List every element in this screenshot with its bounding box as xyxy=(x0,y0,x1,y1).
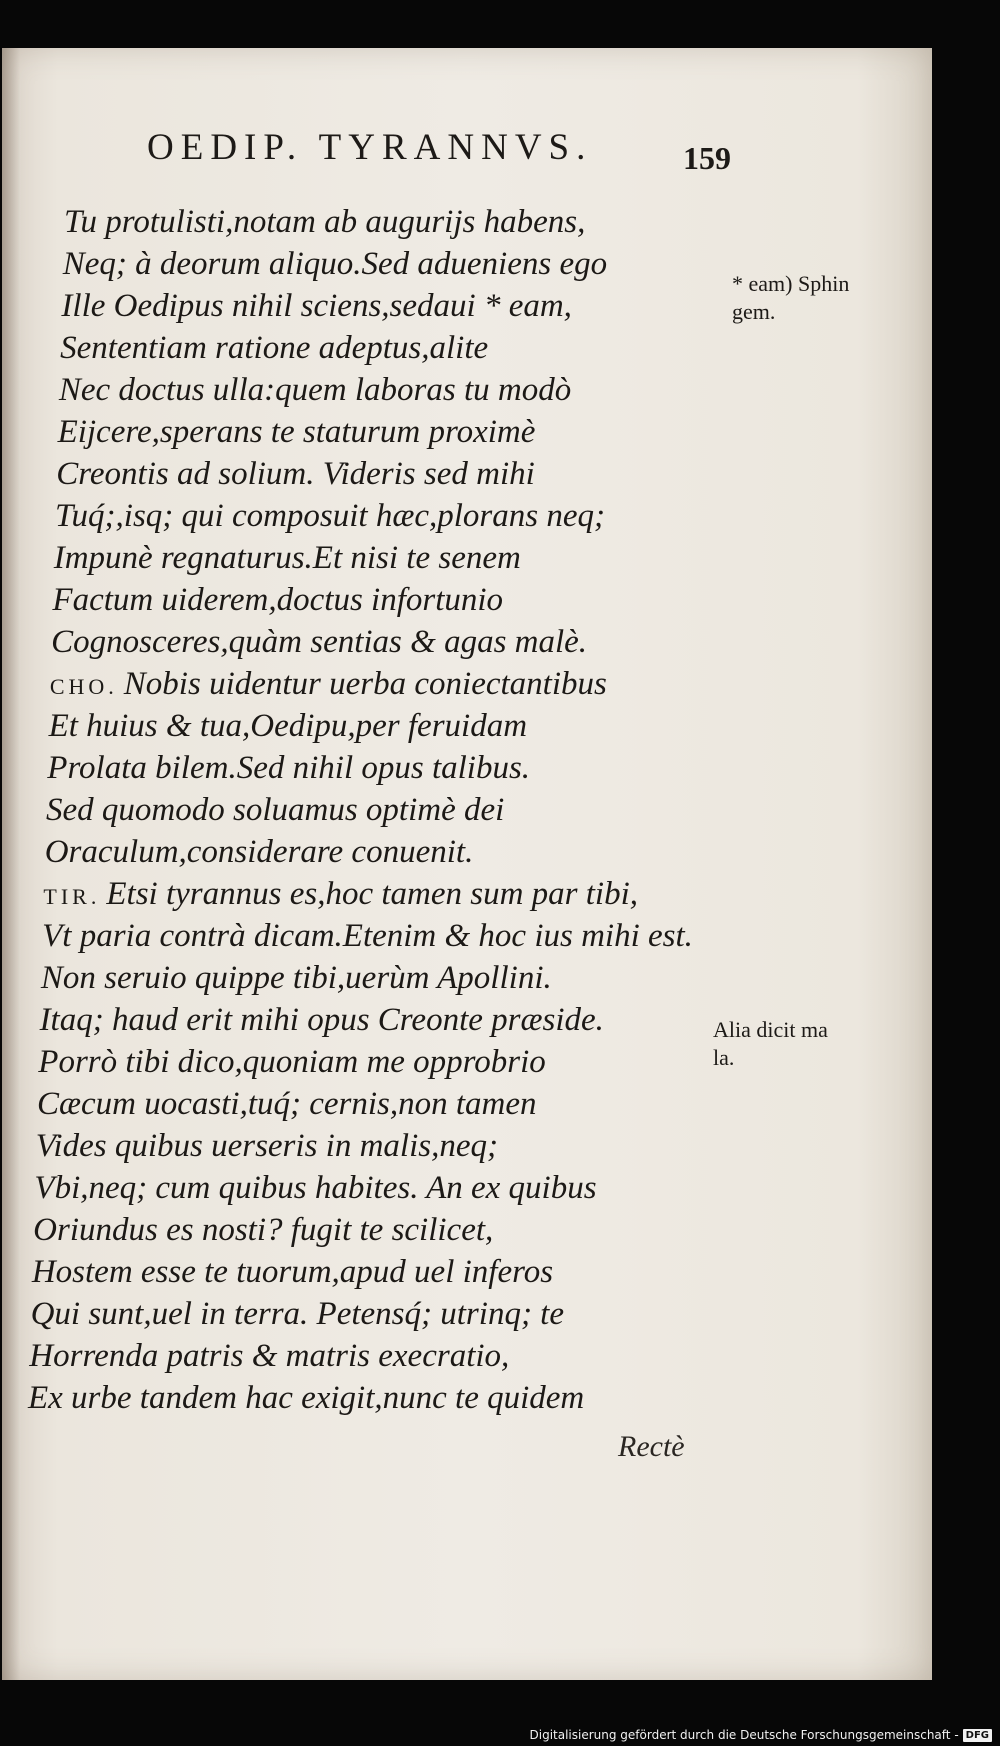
verse-text: Ille Oedipus nihil sciens,sedaui * eam, xyxy=(61,288,572,324)
verse-line xyxy=(32,1256,553,1289)
verse-line xyxy=(59,374,571,407)
verse-line xyxy=(45,836,474,869)
verse-text: Neq; à deorum aliquo.Sed adueniens ego xyxy=(62,246,608,282)
credit-text: Digitalisierung gefördert durch die Deutsche Forschungsgemeinschaft - xyxy=(529,1728,959,1742)
verse-text: Etsi tyrannus es,hoc tamen sum par tibi, xyxy=(106,876,639,912)
verse-line xyxy=(52,584,503,617)
verse-text: Oraculum,considerare conuenit. xyxy=(44,834,474,870)
book-page xyxy=(2,48,932,1680)
verse-text: Horrenda patris & matris execratio, xyxy=(29,1338,510,1374)
verse-line xyxy=(51,626,587,659)
verse-line xyxy=(31,1298,564,1331)
verse-text: Vbi,neq; cum quibus habites. An ex quibus xyxy=(34,1170,597,1206)
catchword: Rectè xyxy=(618,1430,685,1463)
verse-text: Tuq́;,isq; qui composuit hæc,plorans neq; xyxy=(55,498,605,534)
verse-line xyxy=(40,1004,604,1037)
verse-text: Vt paria contrà dicam.Etenim & hoc ius mihi est. xyxy=(42,918,693,954)
verse-text: Impunè regnaturus.Et nisi te senem xyxy=(53,540,521,576)
verse-text: Ex urbe tandem hac exigit,nunc te quidem xyxy=(28,1380,585,1416)
speaker-label: TIR. xyxy=(43,884,101,909)
verse-line xyxy=(29,1340,509,1373)
verse-line xyxy=(64,206,585,239)
verse-line xyxy=(34,1172,596,1205)
verse-text: Porrò tibi dico,quoniam me opprobrio xyxy=(38,1044,546,1080)
marginal-note-line: * eam) Sphin xyxy=(732,271,850,296)
verse-line xyxy=(46,794,504,827)
verse-line xyxy=(37,1088,537,1121)
verse-text: Prolata bilem.Sed nihil opus talibus. xyxy=(47,750,531,786)
page-number: 159 xyxy=(683,140,731,176)
marginal-note xyxy=(732,270,849,326)
verse-line xyxy=(33,1214,493,1247)
marginal-note-line: gem. xyxy=(732,299,776,324)
verse-text: Cognosceres,quàm sentias & agas malè. xyxy=(51,624,588,660)
verse-text: Et huius & tua,Oedipu,per feruidam xyxy=(48,708,528,744)
verse-text: Sed quomodo soluamus optimè dei xyxy=(46,792,505,828)
verse-line xyxy=(54,542,521,575)
verse-text: Nobis uidentur uerba coniectantibus xyxy=(123,666,607,702)
verse-line xyxy=(60,332,488,365)
verse-text: Qui sunt,uel in terra. Petensq́; utrinq; te xyxy=(30,1296,564,1332)
verse-text: Nec doctus ulla:quem laboras tu modò xyxy=(58,372,572,408)
verse-text: Oriundus es nosti? fugit te scilicet, xyxy=(33,1212,494,1248)
dfg-logo: DFG xyxy=(963,1729,992,1742)
verse-line xyxy=(58,416,536,449)
speaker-label: CHO. xyxy=(49,674,118,699)
verse-line xyxy=(56,458,535,491)
verse-line xyxy=(47,752,530,785)
verse-line xyxy=(42,920,693,953)
verse-text: Hostem esse te tuorum,apud uel inferos xyxy=(31,1254,554,1290)
verse-text: Factum uiderem,doctus infortunio xyxy=(52,582,504,618)
verse-line xyxy=(49,710,527,743)
marginal-note xyxy=(713,1016,828,1072)
verse-line xyxy=(28,1382,584,1415)
marginal-note-line: Alia dicit ma xyxy=(713,1017,828,1042)
verse-text: Vides quibus uerseris in malis,neq; xyxy=(35,1128,498,1164)
verse-line xyxy=(61,290,572,323)
verse-line xyxy=(41,962,552,995)
verse-line xyxy=(50,668,607,701)
verse-text: Creontis ad solium. Videris sed mihi xyxy=(56,456,535,492)
verse-text: Cæcum uocasti,tuq́; cernis,non tamen xyxy=(37,1086,537,1122)
verse-text: Non seruio quippe tibi,uerùm Apollini. xyxy=(40,960,552,996)
verse-text: Itaq; haud erit mihi opus Creonte præside. xyxy=(39,1002,604,1038)
verse-line xyxy=(43,878,638,911)
verse-line xyxy=(36,1130,498,1163)
digitization-credit xyxy=(530,1728,993,1742)
verse-text: Tu protulisti,notam ab augurijs habens, xyxy=(64,204,586,240)
marginal-note-line: la. xyxy=(713,1045,735,1070)
verse-text: Sententiam ratione adeptus,alite xyxy=(60,330,489,366)
verse-line xyxy=(63,248,607,281)
verse-line xyxy=(38,1046,546,1079)
running-title: OEDIP. TYRANNVS. xyxy=(147,127,593,168)
verse-line xyxy=(55,500,605,533)
verse-text: Eijcere,sperans te staturum proximè xyxy=(57,414,536,450)
